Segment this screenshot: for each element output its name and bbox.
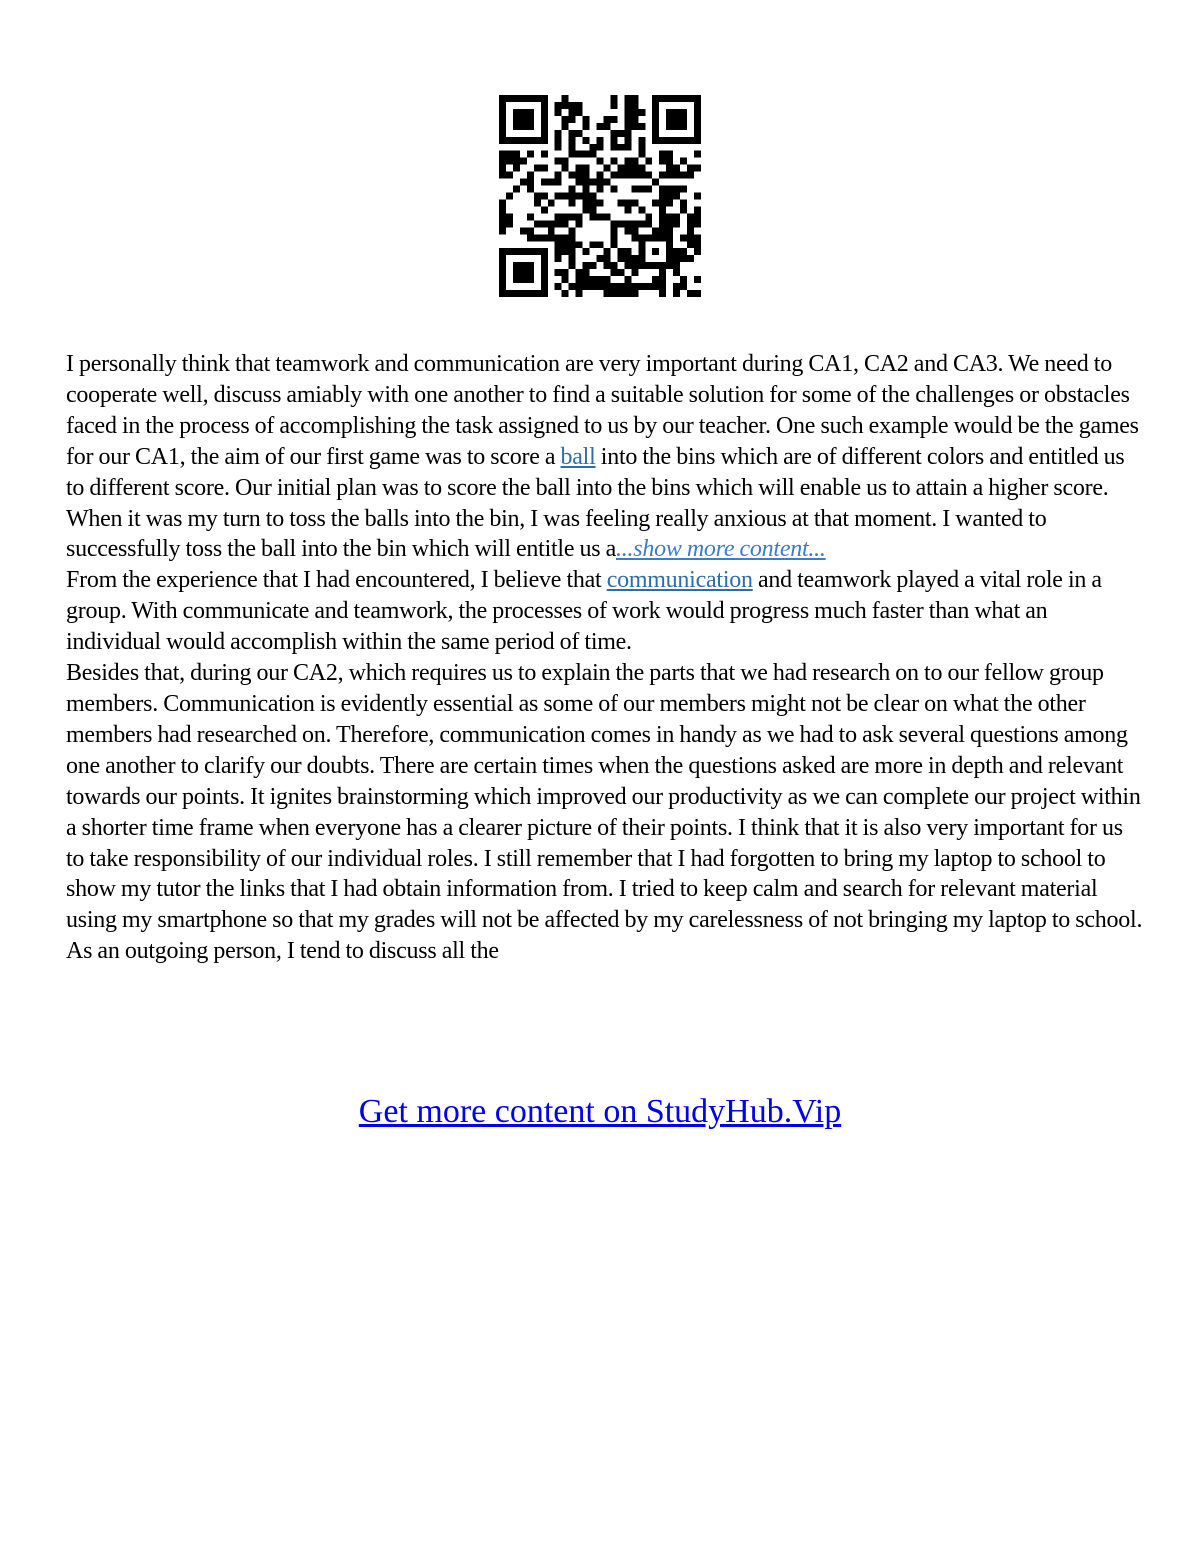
paragraph-3: Besides that, during our CA2, which requires us to explain the parts that we had research on to our fellow group members. Communication is evidently essential as some of our members might not be clear on what the other members had researched on. Therefore, communication comes in handy as we had to ask several questions among one another to clarify our doubts. There are certain times when the questions asked are more in depth and relevant towards our points. It ignites brainstorming which improved our productivity as we can complete our project within a shorter time frame when everyone has a clearer picture of their points. I think that it is also very important for us to take responsibility of our individual roles. I still remember that I had forgotten to bring my laptop to school to show my tutor the links that I had obtain information from. I tried to keep calm and search for relevant material using my smartphone so that my grades will not be affected by my carelessness of not bringing my laptop to school.	[66, 660, 1143, 934]
paragraph-2-text-b: and teamwork played a vital role in a group. With communicate and teamwork, the processes of work would progress much faster than what an individual would accomplish within the same period of time.	[66, 567, 1102, 656]
paragraph-2-text-a: From the experience that I had encountered, I believe that	[66, 567, 607, 594]
paragraph-4: As an outgoing person, I tend to discuss all the	[66, 938, 499, 965]
essay-body	[66, 349, 1146, 967]
paragraph-1-text-a: I personally think that teamwork and communication are very important during CA1, CA2 and CA3. We need to cooperate well, discuss amiably with one another to find a suitable solution for some of the challenges or obstacles faced in the process of accomplishing the task assigned to us by our teacher. One such example would be the games for our CA1, the aim of our first game was to score a	[66, 351, 1139, 470]
paragraph-2	[66, 565, 1146, 658]
communication-link[interactable]: communication	[606, 567, 753, 594]
paragraph-1-text-b: into the bins which are of different colors and entitled us to different score. Our initial plan was to score the ball into the bins which will enable us to attain a higher score. When it was my turn to toss the balls into the bin, I was feeling really anxious at that moment. I wanted to successfully toss the ball into the bin which will entitle us a	[66, 443, 1125, 563]
qr-code-icon	[499, 95, 701, 297]
studyhub-link[interactable]: Get more content on StudyHub.Vip	[358, 1093, 842, 1130]
qr-code	[499, 95, 701, 297]
show-more-link[interactable]: ...show more content...	[616, 536, 826, 563]
ball-link[interactable]: ball	[560, 443, 596, 470]
paragraph-1	[66, 349, 1146, 565]
